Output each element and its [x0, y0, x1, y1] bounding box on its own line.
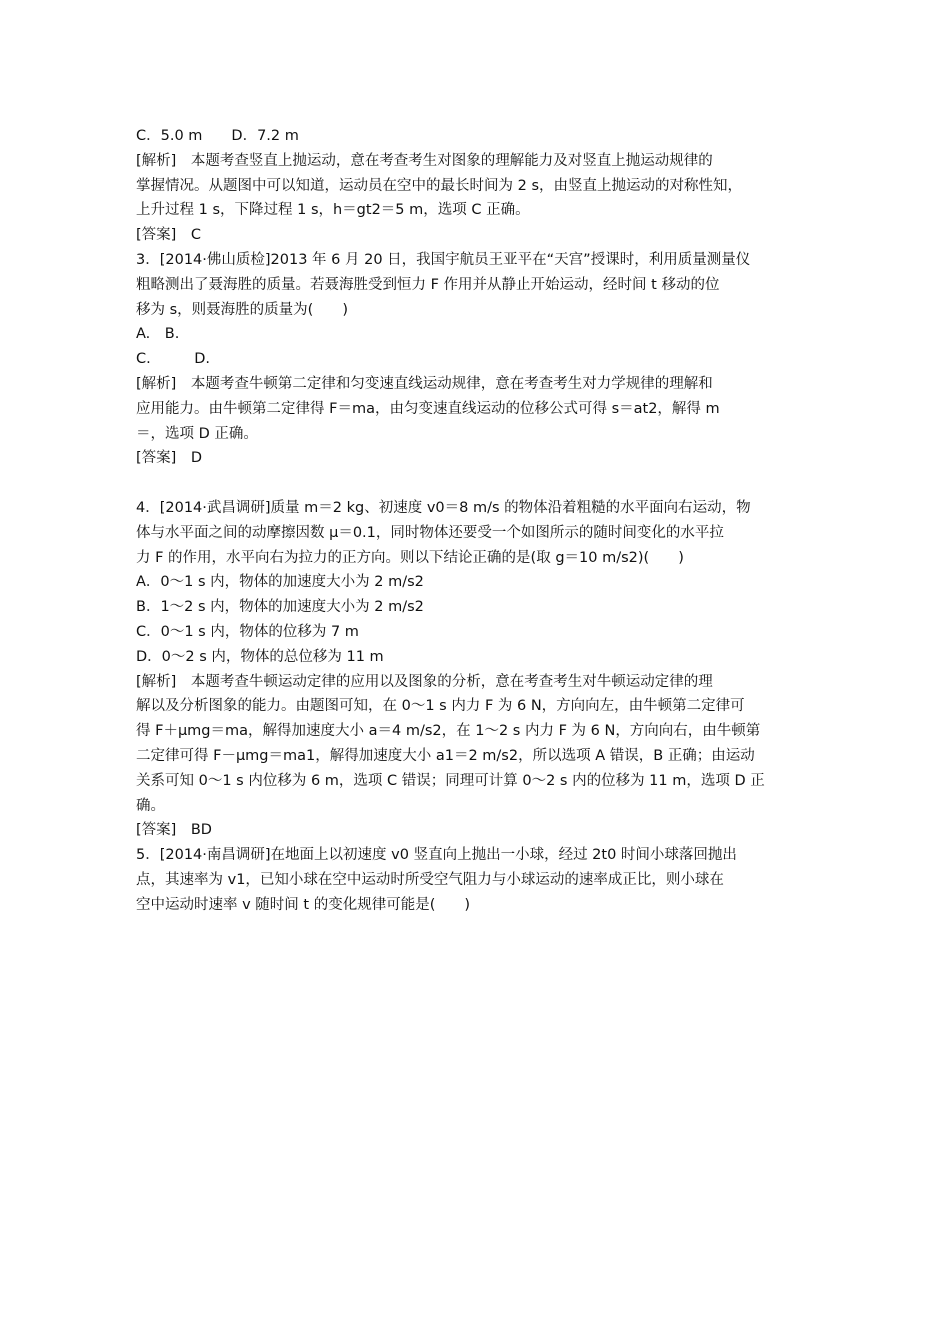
text-line: B．1～2 s 内，物体的加速度大小为 2 m/s2	[136, 599, 424, 616]
text-line: [解析] 本题考查牛顿运动定律的应用以及图象的分析，意在考查考生对牛顿运动定律的理	[136, 673, 713, 690]
text-line: 空中运动时速率 v 随时间 t 的变化规律可能是( )	[136, 896, 471, 913]
text-line: C．0～1 s 内，物体的位移为 7 m	[136, 623, 359, 640]
text-line: 体与水平面之间的动摩擦因数 μ＝0.1，同时物体还要受一个如图所示的随时间变化的水平拉	[136, 524, 724, 541]
text-line: [答案] D	[136, 450, 202, 467]
text-line: 确。	[136, 797, 165, 814]
text-line: [解析] 本题考查牛顿第二定律和匀变速直线运动规律，意在考查考生对力学规律的理解和	[136, 375, 713, 392]
text-line: 应用能力。由牛顿第二定律得 F＝ma，由匀变速直线运动的位移公式可得 s＝at2，解得 m	[136, 400, 720, 417]
text-line: 4．[2014·武昌调研]质量 m＝2 kg、初速度 v0＝8 m/s 的物体沿着粗糙的水平面向右运动，物	[136, 499, 751, 516]
text-line: [答案] C	[136, 227, 201, 244]
text-line: ＝，选项 D 正确。	[136, 425, 258, 442]
text-line: 关系可知 0～1 s 内位移为 6 m，选项 C 错误；同理可计算 0～2 s 内的位移为 11 m，选项 D 正	[136, 772, 765, 789]
text-line: 3．[2014·佛山质检]2013 年 6 月 20 日，我国宇航员王亚平在“天宫”授课时，利用质量测量仪	[136, 251, 751, 268]
text-line: 解以及分析图象的能力。由题图可知，在 0～1 s 内力 F 为 6 N，方向向左，由牛顿第二定律可	[136, 698, 745, 715]
text-line: 上升过程 1 s，下降过程 1 s，h＝gt2＝5 m，选项 C 正确。	[136, 202, 530, 219]
text-line: A．0～1 s 内，物体的加速度大小为 2 m/s2	[136, 574, 424, 591]
text-line: 力 F 的作用，水平向右为拉力的正方向。则以下结论正确的是(取 g＝10 m/s2)( )	[136, 549, 684, 566]
text-line: 二定律可得 F－μmg＝ma1，解得加速度大小 a1＝2 m/s2，所以选项 A 错误，B 正确；由运动	[136, 747, 755, 764]
text-line: 粗略测出了聂海胜的质量。若聂海胜受到恒力 F 作用并从静止开始运动，经时间 t 移动的位	[136, 276, 720, 293]
text-line: 点，其速率为 v1，已知小球在空中运动时所受空气阻力与小球运动的速率成正比，则小球在	[136, 871, 724, 888]
text-line: 移为 s，则聂海胜的质量为( )	[136, 301, 348, 318]
text-line: 得 F＋μmg＝ma，解得加速度大小 a＝4 m/s2，在 1～2 s 内力 F 为 6 N，方向向右，由牛顿第	[136, 723, 761, 740]
document-body	[136, 124, 820, 918]
text-line: D．0～2 s 内，物体的总位移为 11 m	[136, 648, 384, 665]
blank-line	[136, 471, 820, 496]
text-line: C．5.0 m D．7.2 m	[136, 128, 299, 144]
text-line: A. B.	[136, 326, 180, 343]
text-line: C. D.	[136, 351, 211, 368]
text-line: [解析] 本题考查竖直上抛运动，意在考查考生对图象的理解能力及对竖直上抛运动规律的	[136, 152, 713, 169]
text-line: 掌握情况。从题图中可以知道，运动员在空中的最长时间为 2 s，由竖直上抛运动的对称性知，	[136, 177, 742, 194]
text-line: [答案] BD	[136, 822, 212, 839]
text-line: 5．[2014·南昌调研]在地面上以初速度 v0 竖直向上抛出一小球，经过 2t0 时间小球落回抛出	[136, 847, 737, 864]
